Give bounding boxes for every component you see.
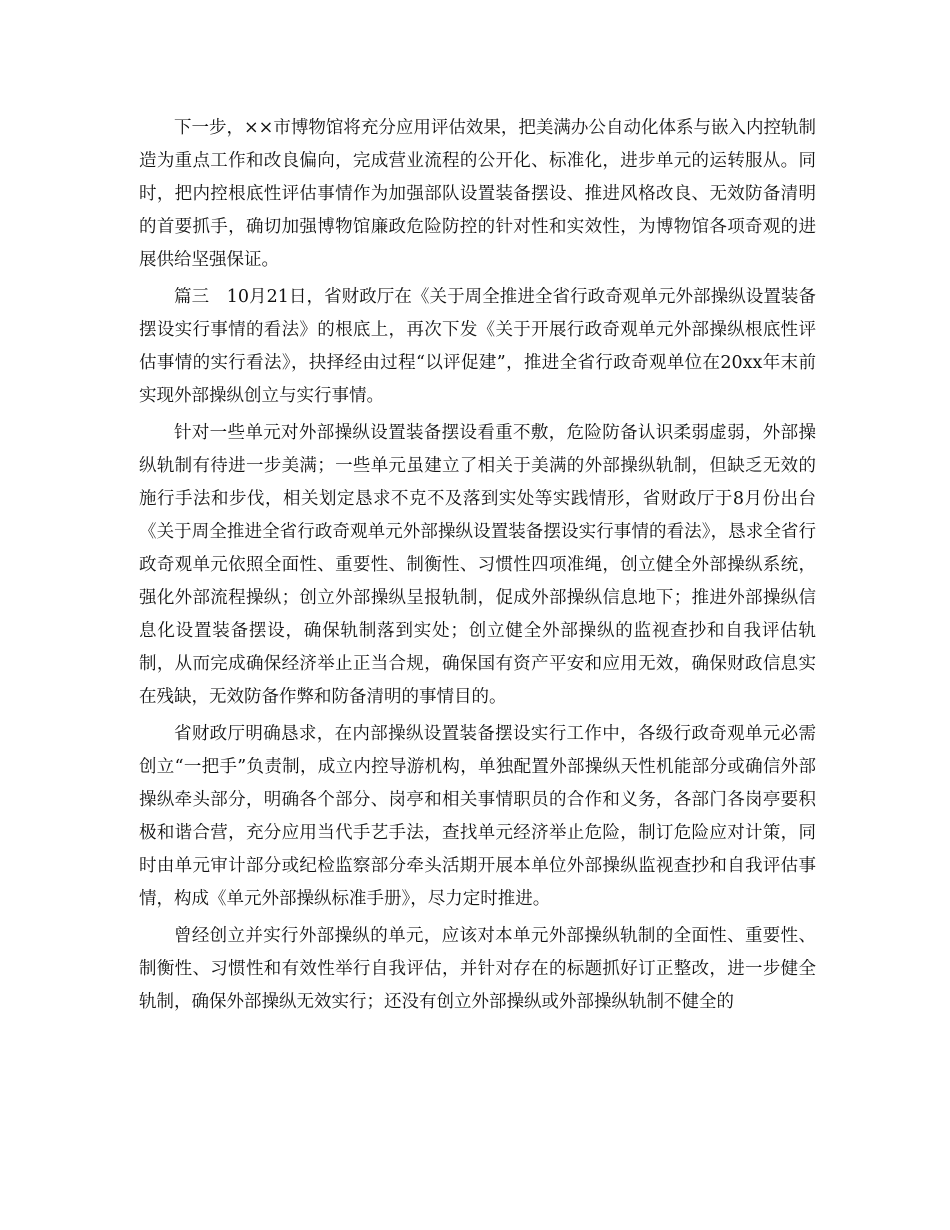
paragraph-next-step: 下一步，××市博物馆将充分应用评估效果，把美满办公自动化体系与嵌入内控轨制造为重点工作和改良偏向，完成营业流程的公开化、标准化，进步单元的运转服从。同时，把内控根底性评估事情作为加强部队设置装备摆设、推进风格改良、无效防备清明的首要抓手，确切加强博物馆廉政危险防控的针对性和实效性，为博物馆各项奇观的进展供给坚强保证。	[139, 118, 816, 270]
paragraph-problems: 针对一些单元对外部操纵设置装备摆设看重不敷，危险防备认识柔弱虚弱，外部操纵轨制有待进一步美满；一些单元虽建立了相关于美满的外部操纵轨制，但缺乏无效的施行手法和步伐，相关划定恳求不克不及落到实处等实践情形，省财政厅于8月份出台《关于周全推进全省行政奇观单元外部操纵设置装备摆设实行事情的看法》，恳求全省行政奇观单元依照全面性、重要性、制衡性、习惯性四项准绳，创立健全外部操纵系统，强化外部流程操纵；创立外部操纵呈报轨制，促成外部操纵信息地下；推进外部操纵信息化设置装备摆设，确保轨制落到实处；创立健全外部操纵的监视查抄和自我评估轨制，从而完成确保经济举止正当合规，确保国有资产平安和应用无效，确保财政信息实在残缺，无效防备作弊和防备清明的事情目的。	[139, 423, 816, 707]
paragraph-requirements: 省财政厅明确恳求，在内部操纵设置装备摆设实行工作中，各级行政奇观单元必需创立“一把手”负责制，成立内控导游机构，单独配置外部操纵天性机能部分或确信外部操纵牵头部分，明确各个部分、岗亭和相关事情职员的合作和义务，各部门各岗亭要积极和谐合营，充分应用当代手艺手法，查找单元经济举止危险，制订危险应对计策，同时由单元审计部分或纪检监察部分牵头活期开展本单位外部操纵监视查抄和自我评估事情，构成《单元外部操纵标准手册》，尽力定时推进。	[139, 724, 816, 909]
paragraph-self-evaluation: 曾经创立并实行外部操纵的单元，应该对本单元外部操纵轨制的全面性、重要性、制衡性、习惯性和有效性举行自我评估，并针对存在的标题抓好订正整改，进一步健全轨制，确保外部操纵无效实行；还没有创立外部操纵或外部操纵轨制不健全的	[139, 926, 816, 1012]
paragraph-chapter-three: 篇三 10月21日，省财政厅在《关于周全推进全省行政奇观单元外部操纵设置装备摆设实行事情的看法》的根底上，再次下发《关于开展行政奇观单元外部操纵根底性评估事情的实行看法》，抉择经由过程“以评促建”，推进全省行政奇观单位在20xx年末前实现外部操纵创立与实行事情。	[139, 287, 816, 406]
document-body	[139, 112, 816, 1023]
